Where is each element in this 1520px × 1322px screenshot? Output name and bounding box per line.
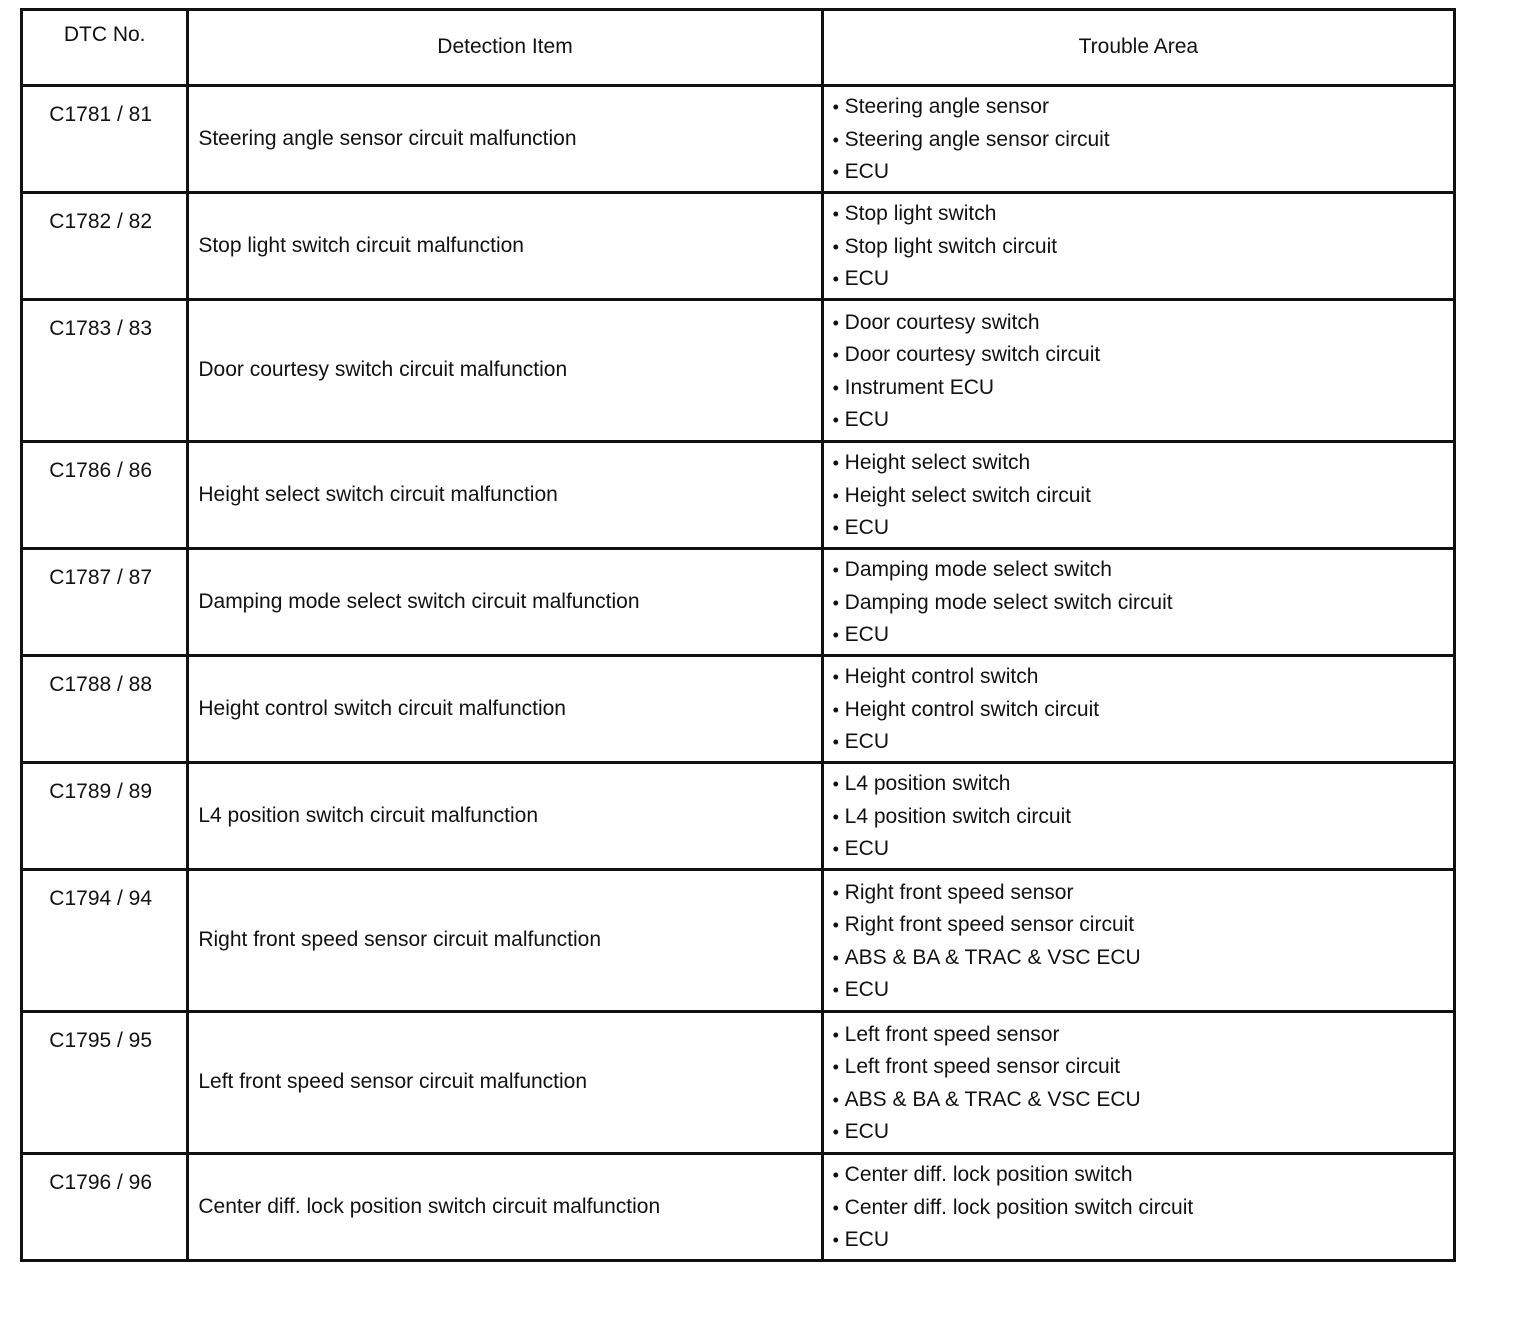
trouble-area-text: Steering angle sensor [844,95,1049,119]
list-item [833,339,1453,372]
table-row [22,549,1455,656]
list-item [833,587,1453,620]
bullet-icon: • [832,839,839,860]
trouble-area-text: Door courtesy switch [844,310,1040,334]
bullet-icon: • [832,377,839,398]
trouble-area-list [833,198,1453,296]
list-item [833,91,1453,124]
trouble-area-text: Left front speed sensor circuit [844,1055,1121,1078]
trouble-area-text: Right front speed sensor circuit [844,913,1135,936]
bullet-icon: • [832,1122,839,1142]
bullet-icon: • [832,518,839,539]
trouble-area-text: ECU [844,408,889,431]
table-row [22,763,1455,870]
trouble-area-text: Center diff. lock position switch [844,1163,1133,1187]
trouble-area-text: Instrument ECU [844,375,995,399]
trouble-area-list [833,447,1453,545]
bullet-icon: • [832,882,839,903]
list-item [833,974,1453,1007]
trouble-area-text: L4 position switch [844,772,1011,796]
trouble-area-text: Damping mode select switch circuit [844,590,1173,614]
bullet-icon: • [832,1057,839,1077]
trouble-area-text: Right front speed sensor [844,880,1074,904]
trouble-area-text: ABS & BA & TRAC & VSC ECU [844,945,1141,969]
bullet-icon: • [832,97,839,118]
detection-item-cell: Height select switch circuit malfunction [188,442,822,549]
list-item [833,1051,1453,1084]
bullet-icon: • [832,312,839,333]
detection-item-cell: L4 position switch circuit malfunction [188,763,822,870]
bullet-icon: • [832,625,839,646]
bullet-icon: • [832,453,839,474]
dtc-code-cell: C1787 / 87 [22,549,188,656]
bullet-icon: • [832,1024,839,1045]
list-item [833,661,1453,694]
trouble-area-text: ECU [844,267,889,291]
list-item [833,694,1453,727]
bullet-icon: • [832,236,839,257]
trouble-area-text: L4 position switch circuit [844,804,1072,828]
dtc-code-cell: C1789 / 89 [22,763,188,870]
trouble-area-text: ECU [844,623,889,647]
detection-item-cell: Steering angle sensor circuit malfunction [188,86,822,193]
detection-item-cell: Damping mode select switch circuit malfunction [188,549,822,656]
list-item [833,801,1453,834]
table-row [22,1012,1455,1154]
list-item [833,1224,1453,1257]
trouble-area-cell [822,442,1454,549]
list-item [833,307,1453,340]
dtc-code-cell: C1783 / 83 [22,300,188,442]
table-row [22,870,1455,1012]
trouble-area-text: Stop light switch [844,202,997,226]
trouble-area-cell [822,300,1454,442]
bullet-icon: • [832,1089,839,1110]
trouble-area-list [833,91,1453,189]
bullet-icon: • [832,345,839,365]
list-item [833,512,1453,545]
table-body [22,86,1455,1261]
table-row [22,86,1455,193]
list-item [833,1159,1453,1192]
trouble-area-cell [822,549,1454,656]
list-item [833,372,1453,405]
bullet-icon: • [832,162,839,183]
trouble-area-cell [822,86,1454,193]
bullet-icon: • [832,204,839,225]
trouble-area-text: Stop light switch circuit [844,234,1058,258]
header-dtc-no: DTC No. [22,10,188,86]
list-item [833,263,1453,296]
bullet-icon: • [832,1230,839,1251]
dtc-code-cell: C1786 / 86 [22,442,188,549]
trouble-area-text: ECU [844,730,889,754]
trouble-area-list [833,768,1453,866]
bullet-icon: • [832,806,839,827]
table-header [22,10,1455,86]
trouble-area-list [833,554,1453,652]
bullet-icon: • [832,1165,839,1186]
trouble-area-text: ECU [844,160,889,184]
list-item [833,447,1453,480]
trouble-area-text: ECU [844,837,889,861]
dtc-code-cell: C1795 / 95 [22,1012,188,1154]
trouble-area-cell [822,193,1454,300]
list-item [833,231,1453,264]
bullet-icon: • [832,915,839,935]
trouble-area-cell [822,763,1454,870]
trouble-area-text: Height select switch circuit [844,483,1091,507]
trouble-area-text: Left front speed sensor [844,1022,1060,1046]
list-item [833,1192,1453,1225]
bullet-icon: • [832,774,839,795]
trouble-area-text: Center diff. lock position switch circuit [844,1195,1194,1219]
trouble-area-text: Height select switch [844,451,1031,475]
bullet-icon: • [832,699,839,720]
table-row [22,193,1455,300]
dtc-table [20,8,1456,1262]
detection-item-cell: Left front speed sensor circuit malfunction [188,1012,822,1154]
trouble-area-cell [822,1154,1454,1261]
detection-item-cell: Right front speed sensor circuit malfunction [188,870,822,1012]
bullet-icon: • [832,1197,839,1218]
list-item [833,619,1453,652]
table-row [22,442,1455,549]
bullet-icon: • [832,947,839,968]
list-item [833,198,1453,231]
trouble-area-text: ECU [844,516,889,540]
header-row [22,10,1455,86]
dtc-code-cell: C1781 / 81 [22,86,188,193]
trouble-area-text: ECU [844,978,889,1001]
list-item [833,726,1453,759]
trouble-area-list [833,1159,1453,1257]
list-item [833,1019,1453,1052]
detection-item-cell: Door courtesy switch circuit malfunction [188,300,822,442]
list-item [833,1084,1453,1117]
detection-item-cell: Center diff. lock position switch circuit malfunction [188,1154,822,1261]
list-item [833,768,1453,801]
trouble-area-text: Steering angle sensor circuit [844,127,1110,151]
header-trouble-area: Trouble Area [822,10,1454,86]
list-item [833,124,1453,157]
dtc-code-cell: C1782 / 82 [22,193,188,300]
list-item [833,1116,1453,1149]
trouble-area-list [833,307,1453,437]
bullet-icon: • [832,592,839,613]
bullet-icon: • [832,980,839,1000]
bullet-icon: • [832,732,839,753]
trouble-area-list [833,1019,1453,1149]
bullet-icon: • [832,410,839,430]
detection-item-cell: Height control switch circuit malfunction [188,656,822,763]
bullet-icon: • [832,560,839,581]
trouble-area-cell [822,870,1454,1012]
dtc-code-cell: C1788 / 88 [22,656,188,763]
bullet-icon: • [832,129,839,150]
list-item [833,877,1453,910]
trouble-area-list [833,877,1453,1007]
list-item [833,404,1453,437]
trouble-area-cell [822,656,1454,763]
table-row [22,300,1455,442]
dtc-code-cell: C1794 / 94 [22,870,188,1012]
trouble-area-text: Height control switch circuit [844,697,1100,721]
list-item [833,480,1453,513]
detection-item-cell: Stop light switch circuit malfunction [188,193,822,300]
trouble-area-list [833,661,1453,759]
trouble-area-text: ECU [844,1120,889,1143]
list-item [833,554,1453,587]
bullet-icon: • [832,485,839,506]
trouble-area-text: Height control switch [844,665,1039,689]
list-item [833,833,1453,866]
trouble-area-text: Door courtesy switch circuit [844,343,1101,366]
table-row [22,656,1455,763]
trouble-area-text: ABS & BA & TRAC & VSC ECU [844,1087,1141,1111]
bullet-icon: • [832,667,839,688]
list-item [833,156,1453,189]
table-row [22,1154,1455,1261]
header-detection-item: Detection Item [188,10,822,86]
dtc-code-cell: C1796 / 96 [22,1154,188,1261]
trouble-area-cell [822,1012,1454,1154]
list-item [833,909,1453,942]
bullet-icon: • [832,269,839,290]
trouble-area-text: ECU [844,1228,889,1252]
trouble-area-text: Damping mode select switch [844,558,1112,582]
list-item [833,942,1453,975]
